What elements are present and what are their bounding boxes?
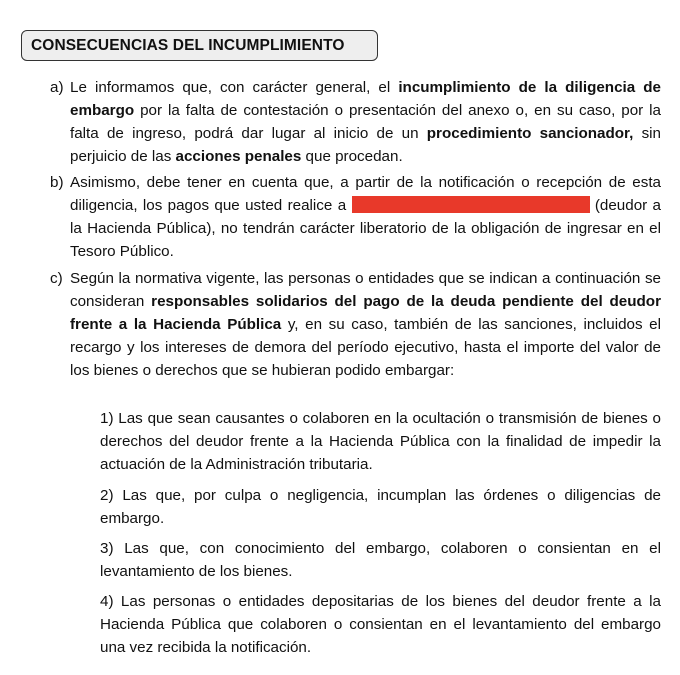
subitem-2: 2) Las que, por culpa o negligencia, incumplan las órdenes o diligencias de embargo. bbox=[100, 487, 661, 527]
bold-a-2: procedimiento sancionador, bbox=[426, 125, 634, 142]
bold-c-1: responsables solidarios del pago de la deuda pendiente del deudor frente a la Hacienda Pública bbox=[70, 293, 661, 333]
section-title: CONSECUENCIAS DEL INCUMPLIMIENTO bbox=[21, 30, 378, 61]
redaction-block bbox=[352, 196, 590, 213]
text-c-2: y, en su caso, también de las sanciones, incluidos el recargo y los intereses de demora del período ejecutivo, hasta el importe del valor de los bienes o derechos que se hubieran podido embargar: bbox=[70, 316, 662, 379]
paragraph-a bbox=[50, 76, 661, 168]
text-a-3: sin perjuicio de las bbox=[70, 125, 661, 165]
paragraph-c bbox=[50, 267, 662, 382]
text-b-2: (deudor a la Hacienda Pública), no tendrán carácter liberatorio de la obligación de ingresar en el Tesoro Público. bbox=[70, 197, 662, 260]
subitem-1: 1) Las que sean causantes o colaboren en la ocultación o transmisión de bienes o derechos del deudor frente a la Hacienda Pública con la finalidad de impedir la actuación de la Administración tributaria. bbox=[100, 410, 661, 473]
subitem-3: 3) Las que, con conocimiento del embargo, colaboren o consientan en el levantamiento de los bienes. bbox=[100, 540, 661, 580]
bold-a-1: incumplimiento de la diligencia de embargo bbox=[70, 79, 661, 119]
subitem-4: 4) Las personas o entidades depositarias de los bienes del deudor frente a la Hacienda Pública que colaboren o consientan en el levantamiento del embargo una vez recibida la notificación. bbox=[100, 593, 661, 656]
text-a-1: Le informamos que, con carácter general, el bbox=[70, 79, 399, 96]
bold-a-3: acciones penales bbox=[175, 148, 302, 165]
paragraph-b bbox=[50, 171, 662, 263]
marker-b: b) bbox=[50, 174, 64, 191]
text-b-1: Asimismo, debe tener en cuenta que, a partir de la notificación o recepción de esta diligencia, los pagos que usted realice a bbox=[70, 174, 661, 214]
text-c-1: Según la normativa vigente, las personas o entidades que se indican a continuación se consideran bbox=[70, 270, 661, 310]
text-a-2: por la falta de contestación o presentación del anexo o, en su caso, por la falta de ingreso, podrá dar lugar al inicio de un bbox=[70, 102, 661, 142]
text-a-4: que procedan. bbox=[301, 148, 403, 165]
marker-a: a) bbox=[50, 79, 64, 96]
marker-c: c) bbox=[50, 270, 63, 287]
